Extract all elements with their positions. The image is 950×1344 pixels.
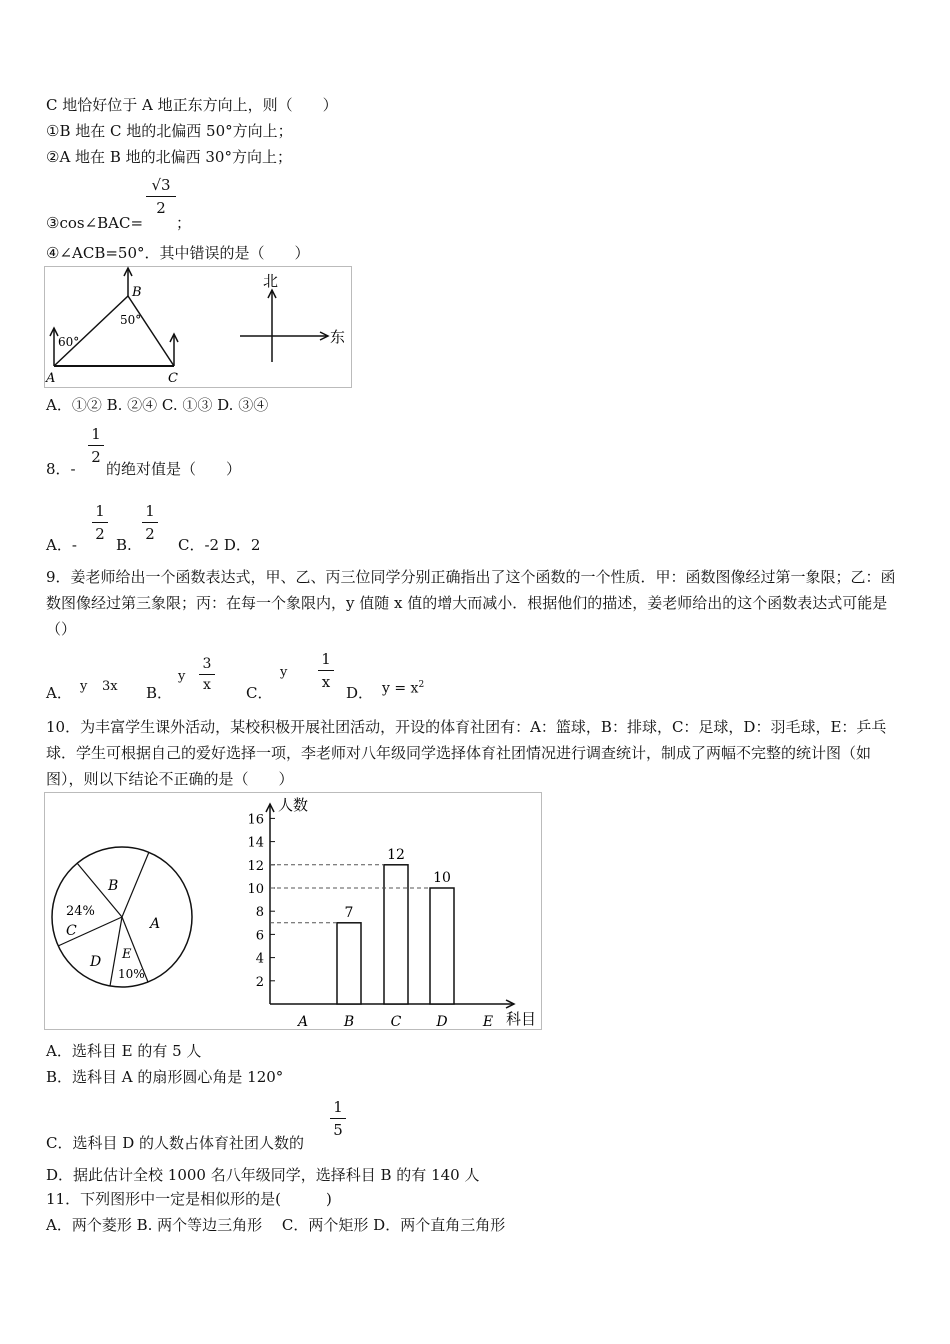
x-tick-label: D xyxy=(436,1014,448,1030)
y-tick-label: 6 xyxy=(255,928,264,944)
bar xyxy=(384,865,408,1004)
statement-1: ①B 地在 C 地的北偏西 50°方向上； xyxy=(46,122,293,140)
q8-option-B: B. xyxy=(116,536,132,554)
east-label: 东 xyxy=(330,328,346,346)
y-tick-label: 4 xyxy=(255,951,264,967)
fraction-numerator: 1 xyxy=(333,1098,343,1116)
fraction-denominator: x xyxy=(203,677,211,693)
fraction-denominator: 2 xyxy=(145,525,155,543)
fraction-denominator: 2 xyxy=(91,448,101,466)
fraction-numerator: 3 xyxy=(202,656,212,672)
x-tick-label: B xyxy=(343,1014,355,1030)
text-line-1: C 地恰好位于 A 地正东方向上，则（ ） xyxy=(46,96,338,114)
x-axis-label: 科目 xyxy=(506,1010,537,1028)
fraction-denominator: 2 xyxy=(156,199,166,217)
x-tick-label: C xyxy=(390,1014,402,1030)
bar-chart xyxy=(247,796,536,1030)
q9-option-C: C． xyxy=(246,684,273,702)
q8-stem-start: 8．- xyxy=(46,460,76,478)
x-tick-label: A xyxy=(297,1014,309,1030)
statistics-figure xyxy=(44,792,542,1030)
bar-value-label: 12 xyxy=(387,846,405,863)
q10-option-B: B．选科目 A 的扇形圆心角是 120° xyxy=(46,1068,284,1086)
fraction-denominator: x xyxy=(321,673,331,691)
label-C: C xyxy=(168,371,178,386)
q9-B-fraction xyxy=(199,656,215,693)
fraction-numerator: √3 xyxy=(151,176,171,194)
q9-D-expr xyxy=(382,676,424,698)
bar-value-label: 10 xyxy=(433,870,451,886)
q10-option-D: D．据此估计全校 1000 名八年级同学，选择科目 B 的有 140 人 xyxy=(46,1166,480,1184)
pie-label-C: C xyxy=(66,923,77,939)
q9-option-A: A． xyxy=(46,684,72,702)
q9-C-fraction xyxy=(318,650,334,691)
bar xyxy=(337,923,361,1004)
y-tick-label: 12 xyxy=(247,858,264,874)
q9-A-expr: 3x xyxy=(102,679,118,694)
fraction-denominator: 5 xyxy=(333,1121,343,1139)
y-tick-label: 2 xyxy=(255,974,264,990)
angle-50: 50° xyxy=(120,313,142,327)
pie-label-E: E xyxy=(122,947,132,962)
fraction-numerator: 1 xyxy=(321,650,331,668)
pie-label-D: D xyxy=(90,954,102,970)
fraction-numerator: 1 xyxy=(91,425,101,443)
option-A-fraction xyxy=(92,502,108,543)
q9-B-y: y xyxy=(178,669,186,684)
statement-3: ③cos∠BAC= xyxy=(46,214,144,232)
pie-label-B: B xyxy=(108,878,119,894)
semicolon: ； xyxy=(176,214,192,232)
x-tick-label: E xyxy=(482,1014,494,1030)
fifth-fraction xyxy=(330,1098,346,1139)
q8-stem-end: 的绝对值是（ ） xyxy=(106,460,242,478)
statement-4: ④∠ACB=50°．其中错误的是（ ） xyxy=(46,244,310,262)
pie-pct-E: 10% xyxy=(118,967,145,981)
q7-options: A．①② B. ②④ C. ①③ D. ③④ xyxy=(46,396,269,414)
q11-stem: 11．下列图形中一定是相似形的是( ) xyxy=(46,1190,332,1208)
q10-option-C: C．选科目 D 的人数占体育社团人数的 xyxy=(46,1134,305,1152)
pie-divider xyxy=(122,852,149,917)
q9-C-y: y xyxy=(280,665,288,680)
north-label: 北 xyxy=(263,272,279,290)
label-B: B xyxy=(132,285,142,300)
cos-fraction xyxy=(146,176,176,217)
option-B-fraction xyxy=(142,502,158,543)
q10-stem: 10．为丰富学生课外活动，某校积极开展社团活动，开设的体育社团有：A：篮球，B：排球，C：足球，D：羽毛球，E：乒乓球．学生可根据自己的爱好选择一项，李老师对八年级同学选择体育社团情况进行调查统计，制成了两幅不完整的统计图（如图），则以下结论不正确的是（ ） xyxy=(46,718,887,788)
q9-D-text: y = x xyxy=(382,680,419,697)
pie-chart xyxy=(52,847,192,987)
y-tick-label: 10 xyxy=(247,882,264,897)
label-A: A xyxy=(46,371,56,386)
y-tick-label: 8 xyxy=(255,905,264,921)
pie-pct-C: 24% xyxy=(66,904,95,919)
q9-A-y: y xyxy=(80,679,88,694)
q9-stem: 9．姜老师给出一个函数表达式，甲、乙、丙三位同学分别正确指出了这个函数的一个性质．甲：函数图像经过第一象限；乙：函数图像经过第三象限；丙：在每一个象限内，y 值随 x 值的增大而减小．根据他们的描述，姜老师给出的这个函数表达式可能是（） xyxy=(46,568,896,638)
fraction-denominator: 2 xyxy=(95,525,105,543)
q10-option-A: A．选科目 E 的有 5 人 xyxy=(46,1042,202,1060)
q9-option-D: D． xyxy=(346,684,374,702)
angle-60: 60° xyxy=(58,335,80,349)
bar-value-label: 7 xyxy=(344,904,354,921)
statement-2: ②A 地在 B 地的北偏西 30°方向上； xyxy=(46,148,292,166)
q9-option-B: B． xyxy=(146,684,173,702)
y-tick-label: 16 xyxy=(247,812,264,828)
y-tick-label: 14 xyxy=(247,835,264,851)
half-fraction xyxy=(88,425,104,466)
fraction-numerator: 1 xyxy=(95,502,105,520)
fraction-numerator: 1 xyxy=(145,502,155,520)
y-axis-label: 人数 xyxy=(278,796,309,814)
direction-figure xyxy=(44,266,352,388)
q11-options: A．两个菱形 B. 两个等边三角形 C．两个矩形 D．两个直角三角形 xyxy=(46,1216,506,1234)
q8-options-CD: C．-2 D．2 xyxy=(178,536,261,554)
bar xyxy=(430,888,454,1004)
pie-label-A: A xyxy=(150,916,161,932)
q8-option-A: A．- xyxy=(46,536,77,554)
q9-D-sup: 2 xyxy=(418,680,425,690)
